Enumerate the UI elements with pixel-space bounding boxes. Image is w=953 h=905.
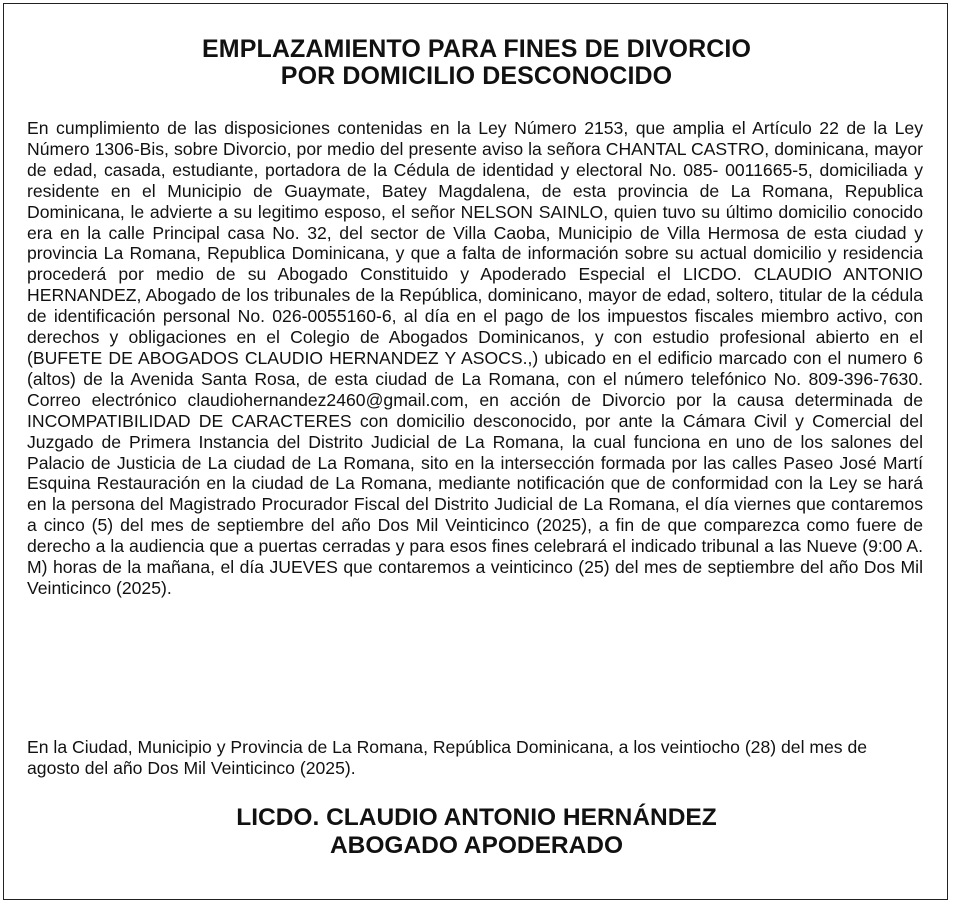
signature-name: LICDO. CLAUDIO ANTONIO HERNÁNDEZ [236, 804, 717, 831]
signature-block [0, 804, 953, 860]
closing-paragraph: En la Ciudad, Municipio y Provincia de La Romana, República Dominicana, a los veintiocho (28) del mes de agosto del año Dos Mil Veinticinco (2025). [27, 737, 868, 778]
notice-title [0, 36, 953, 90]
signature-role: ABOGADO APODERADO [329, 832, 624, 859]
notice-body-paragraph: En cumplimiento de las disposiciones contenidas en la Ley Número 2153, que amplia el Artículo 22 de la Ley Número 1306-Bis, sobre Divorcio, por medio del presente aviso la señora CHANTAL CASTRO, dominicana, mayor de edad, casada, estudiante, portadora de la Cédula de identidad y electoral No. 085- 0011665-5, domiciliada y residente en el Municipio de Guaymate, Batey Magdalena, de esta provincia de La Romana, Republica Dominicana, le advierte a su legitimo esposo, el señor NELSON SAINLO, quien tuvo su último domicilio conocido era en la calle Principal casa No. 32, del sector de Villa Caoba, Municipio de Villa Hermosa de esta ciudad y provincia La Romana, Republica Dominicana, y que a falta de información sobre su actual domicilio y residencia procederá por medio de su Abogado Constituido y Apoderado Especial el LICDO. CLAUDIO ANTONIO HERNANDEZ, Abogado de los tribunales de la República, dominicano, mayor de edad, soltero, titular de la cédula de identificación personal No. 026-0055160-6, al día en el pago de los impuestos fiscales miembro activo, con derechos y obligaciones en el Colegio de Abogados Dominicanos, y con estudio profesional abierto en el (BUFETE DE ABOGADOS CLAUDIO HERNANDEZ Y ASOCS.,) ubicado en el edificio marcado con el numero 6 (altos) de la Avenida Santa Rosa, de esta ciudad de La Romana, con el número telefónico No. 809-396-7630. Correo electrónico claudiohernandez2460@gmail.com, en acción de Divorcio por la causa determinada de INCOMPATIBILIDAD DE CARACTERES con domicilio desconocido, por ante la Cámara Civil y Comercial del Juzgado de Primera Instancia del Distrito Judicial de La Romana, la cual funciona en uno de los salones del Palacio de Justicia de La ciudad de La Romana, sito en la intersección formada por las calles Paseo José Martí Esquina Restauración en la ciudad de La Romana, mediante notificación que de conformidad con la Ley se hará en la persona del Magistrado Procurador Fiscal del Distrito Judicial de La Romana, el día viernes que contaremos a cinco (5) del mes de septiembre del año Dos Mil Veinticinco (2025), a fin de que comparezca como fuere de derecho a la audiencia que a puertas cerradas y para esos fines celebrará el indicado tribunal a las Nueve (9:00 A. M) horas de la mañana, el día JUEVES que contaremos a veinticinco (25) del mes de septiembre del año Dos Mil Veinticinco (2025). [27, 118, 923, 598]
title-line-2: POR DOMICILIO DESCONOCIDO [280, 62, 673, 90]
title-line-1: EMPLAZAMIENTO PARA FINES DE DIVORCIO [202, 35, 751, 63]
